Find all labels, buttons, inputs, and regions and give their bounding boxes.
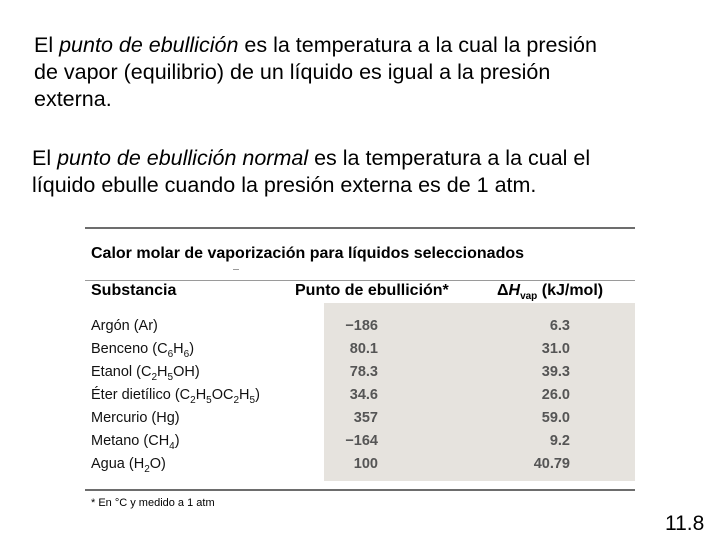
- substance-text: Argón (Ar): [91, 318, 158, 334]
- table-divider-mark: [233, 269, 239, 270]
- vaporization-table: [85, 227, 635, 492]
- substance-text: Benceno (C: [91, 341, 168, 357]
- substance-text: H: [173, 341, 184, 357]
- table-row-boiling-point: 80.1: [349, 341, 378, 357]
- table-row-substance: [91, 430, 180, 453]
- table-row-heat-vaporization: 31.0: [541, 341, 570, 357]
- substance-text: Metano (CH: [91, 433, 170, 449]
- formula-subscript: 5: [167, 371, 174, 383]
- table-row-boiling-point: −186: [345, 318, 378, 334]
- formula-subscript: 6: [183, 348, 190, 360]
- formula-subscript: 2: [233, 394, 240, 406]
- table-row-substance: [91, 384, 260, 407]
- table-row-heat-vaporization: 9.2: [549, 433, 570, 449]
- paragraph-normal-boiling-point: [32, 145, 712, 199]
- slide-number: 11.8: [665, 512, 705, 535]
- substance-text: Agua (H: [91, 456, 145, 472]
- table-row-substance: [91, 361, 200, 384]
- paragraph-lead: El: [34, 33, 60, 57]
- substance-text: ): [255, 387, 260, 403]
- table-top-rule: [85, 227, 635, 229]
- enthalpy-unit: (kJ/mol): [537, 282, 604, 299]
- table-row-heat-vaporization: 59.0: [541, 410, 570, 426]
- substance-text: ): [189, 341, 195, 357]
- paragraph-text-line: es la temperatura a la cual el: [314, 146, 591, 170]
- table-row-substance: [91, 453, 166, 476]
- substance-text: H: [195, 387, 207, 403]
- enthalpy-symbol: H: [508, 282, 521, 299]
- substance-text: H: [157, 364, 168, 380]
- table-row-heat-vaporization: 39.3: [541, 364, 570, 380]
- substance-text: OC: [211, 387, 234, 403]
- table-row-boiling-point: −164: [345, 433, 378, 449]
- formula-subscript: 2: [144, 463, 150, 475]
- delta-symbol: Δ: [497, 282, 509, 299]
- column-header-substance: Substancia: [91, 282, 177, 299]
- table-row-heat-vaporization: 6.3: [549, 318, 570, 334]
- formula-subscript: 2: [190, 394, 196, 406]
- table-row-substance: [91, 407, 180, 430]
- table-row-boiling-point: 34.6: [349, 387, 378, 403]
- substance-text: Mercurio (Hg): [91, 410, 180, 426]
- paragraph-text-line: de vapor (equilibrio) de un líquido es igual a la presión: [34, 60, 551, 84]
- column-header-boiling-point: Punto de ebullición*: [295, 282, 449, 299]
- formula-subscript: 4: [169, 440, 175, 452]
- header-rule: [85, 280, 635, 281]
- formula-subscript: 2: [151, 371, 158, 383]
- paragraph-lead: El: [32, 146, 58, 170]
- substance-text: OH): [173, 364, 200, 380]
- formula-subscript: 5: [206, 394, 212, 406]
- table-row-boiling-point: 357: [353, 410, 378, 426]
- table-row-boiling-point: 78.3: [349, 364, 378, 380]
- substance-text: Etanol (C: [91, 364, 152, 380]
- substance-text: Éter dietílico (C: [91, 387, 191, 403]
- term-boiling-point: punto de ebullición: [59, 33, 239, 57]
- table-row-boiling-point: 100: [353, 456, 378, 472]
- paragraph-boiling-point: [34, 32, 704, 113]
- substance-text: ): [174, 433, 180, 449]
- table-row-substance: [91, 315, 158, 338]
- paragraph-text-line: es la temperatura a la cual la presión: [244, 33, 597, 57]
- table-title: Calor molar de vaporización para líquidos seleccionados: [91, 245, 525, 262]
- table-row-heat-vaporization: 40.79: [533, 456, 570, 472]
- column-header-heat-vaporization: [497, 282, 603, 302]
- term-normal-boiling-point: punto de ebullición normal: [57, 146, 309, 170]
- substance-text: O): [149, 456, 166, 472]
- paragraph-text-line: externa.: [34, 87, 112, 111]
- table-bottom-rule: [85, 489, 635, 491]
- table-row-substance: [91, 338, 194, 361]
- paragraph-text-line: líquido ebulle cuando la presión externa es de 1 atm.: [32, 173, 537, 197]
- table-footnote: * En °C y medido a 1 atm: [91, 497, 215, 509]
- enthalpy-subscript: vap: [520, 291, 538, 303]
- substance-text: H: [239, 387, 250, 403]
- formula-subscript: 6: [167, 348, 174, 360]
- table-row-heat-vaporization: 26.0: [541, 387, 570, 403]
- formula-subscript: 5: [249, 394, 256, 406]
